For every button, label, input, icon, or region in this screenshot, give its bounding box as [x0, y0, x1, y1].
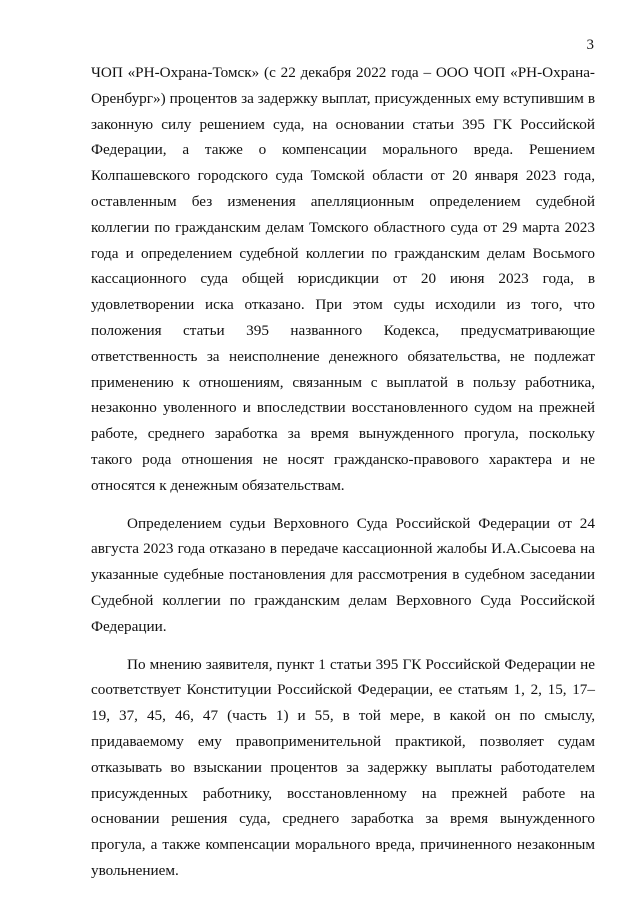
document-body — [91, 60, 595, 884]
page-number: 3 — [586, 37, 594, 53]
paragraph-applicant-position: По мнению заявителя, пункт 1 статьи 395 ГК Российской Федерации не соответствует Конституции Российской Федерации, ее статьям 1, 2, 15, 17–19, 37, 45, 46, 47 (часть 1) и 55, в той мере, в какой он по смыслу, придаваемому ему правоприменительной практикой, позволяет судам отказывать во взыскании процентов за задержку выплаты работодателем присужденных работнику, восстановленному на прежней работе на основании решения суда, среднего заработка за время вынужденного прогула, а также компенсации морального вреда, причиненного незаконным увольнением. — [91, 655, 595, 879]
paragraph-supreme-court-ruling: Определением судьи Верховного Суда Российской Федерации от 24 августа 2023 года отказано в передаче кассационной жалобы И.А.Сысоева на указанные судебные постановления для рассмотрения в судебном заседании Судебной коллегии по гражданским делам Верховного Суда Российской Федерации. — [91, 514, 595, 635]
paragraph-continuation: ЧОП «РН-Охрана-Томск» (с 22 декабря 2022 года – ООО ЧОП «РН-Охрана-Оренбург») процентов за задержку выплат, присужденных ему вступившим в законную силу решением суда, на основании статьи 395 ГК Российской Федерации, а также о компенсации морального вреда. Решением Колпашевского городского суда Томской области от 20 января 2023 года, оставленным без изменения апелляционным определением судебной коллегии по гражданским делам Томского областного суда от 29 марта 2023 года и определением судебной коллегии по гражданским делам Восьмого кассационного суда общей юрисдикции от 20 июня 2023 года, в удовлетворении иска отказано. При этом суды исходили из того, что положения статьи 395 названного Кодекса, предусматривающие ответственность за неисполнение денежного обязательства, не подлежат применению к отношениям, связанным с выплатой в пользу работника, незаконно уволенного и впоследствии восстановленного судом на прежней работе, среднего заработка за время вынужденного прогула, поскольку такого рода отношения не носят гражданско-правового характера и не относятся к денежным обязательствам. — [91, 64, 595, 494]
